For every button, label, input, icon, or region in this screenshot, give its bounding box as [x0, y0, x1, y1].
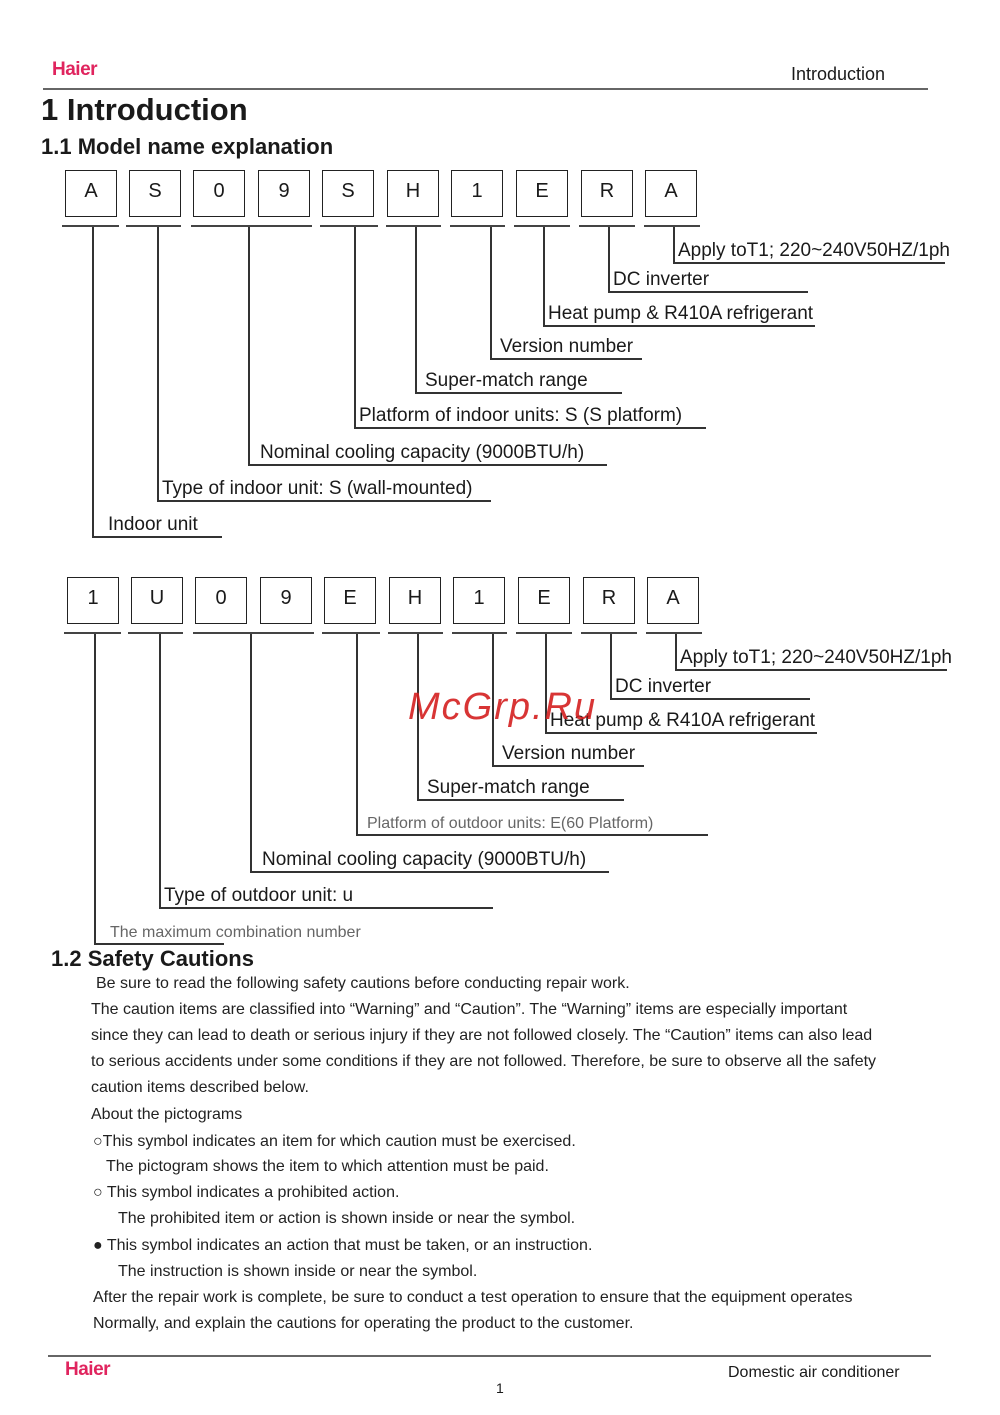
leader-line [543, 227, 545, 325]
leader-line [92, 227, 94, 536]
leader-line [415, 227, 417, 392]
header-section-title: Introduction [791, 64, 886, 84]
model-char-box: 0 [193, 170, 245, 217]
label-underline [545, 732, 817, 734]
label-underline [675, 669, 947, 671]
safety-line: The instruction is shown inside or near the symbol. [118, 1263, 478, 1280]
segment-bar [581, 632, 637, 634]
model-char-box: E [518, 577, 570, 624]
leader-line [94, 634, 96, 943]
label-underline [159, 907, 493, 909]
safety-line: ● This symbol indicates an action that must be taken, or an instruction. [93, 1237, 593, 1254]
label-underline [610, 698, 810, 700]
safety-line: After the repair work is complete, be sure to conduct a test operation to ensure that the equipment operates [93, 1289, 853, 1306]
segment-label: DC inverter [613, 269, 710, 290]
safety-line: caution items described below. [91, 1079, 309, 1096]
page-number: 1 [496, 1380, 504, 1396]
segment-bar [388, 632, 443, 634]
segment-label: Heat pump & R410A refrigerant [550, 710, 816, 731]
segment-label: Super-match range [427, 777, 590, 798]
label-underline [417, 799, 624, 801]
leader-line [248, 227, 250, 464]
segment-bar [128, 632, 183, 634]
model-char-box: R [583, 577, 635, 624]
segment-label: Apply toT1; 220~240V50HZ/1ph [680, 647, 952, 668]
model-char-box: U [131, 577, 183, 624]
label-underline [92, 536, 222, 538]
model-char-box: E [516, 170, 568, 217]
label-underline [543, 325, 815, 327]
segment-label: Nominal cooling capacity (9000BTU/h) [262, 849, 587, 870]
page-title: 1 Introduction [41, 92, 248, 127]
segment-bar [320, 225, 378, 227]
footer-text: Domestic air conditioner [728, 1364, 900, 1381]
segment-label: Heat pump & R410A refrigerant [548, 303, 814, 324]
leader-line [356, 634, 358, 834]
model-char-box: A [647, 577, 699, 624]
segment-label: Type of indoor unit: S (wall-mounted) [162, 478, 473, 499]
model-char-box: 1 [451, 170, 503, 217]
model-char-box: H [389, 577, 441, 624]
safety-line: About the pictograms [91, 1106, 243, 1123]
label-underline [354, 427, 706, 429]
segment-label: Platform of outdoor units: E(60 Platform) [367, 815, 654, 832]
leader-line [610, 634, 612, 698]
model-char-box: 0 [195, 577, 247, 624]
leader-line [608, 227, 610, 291]
segment-bar [322, 632, 380, 634]
segment-label: Indoor unit [108, 514, 198, 535]
segment-label: Type of outdoor unit: u [164, 885, 354, 906]
section-heading: 1.1 Model name explanation [41, 134, 334, 159]
leader-line [675, 634, 677, 669]
safety-line: ○ This symbol indicates a prohibited action. [93, 1184, 400, 1201]
label-underline [415, 392, 622, 394]
segment-bar [644, 225, 700, 227]
segment-label: Version number [502, 743, 636, 764]
footer-divider [48, 1355, 931, 1357]
label-underline [94, 943, 224, 945]
safety-heading: 1.2 Safety Cautions [51, 946, 254, 971]
model-char-box: H [387, 170, 439, 217]
footer-brand-logo: Haier [65, 1359, 111, 1380]
label-underline [490, 358, 642, 360]
model-char-box: A [645, 170, 697, 217]
leader-line [354, 227, 356, 427]
segment-label: Super-match range [425, 370, 588, 391]
safety-line: to serious accidents under some conditions if they are not followed. Therefore, be sure to observe all the safety [91, 1053, 877, 1070]
segment-label: Apply toT1; 220~240V50HZ/1ph [678, 240, 950, 261]
model-char-box: S [322, 170, 374, 217]
label-underline [673, 262, 945, 264]
label-underline [492, 765, 644, 767]
leader-line [673, 227, 675, 262]
segment-bar [450, 225, 505, 227]
safety-line: The pictogram shows the item to which attention must be paid. [106, 1158, 549, 1175]
segment-bar [516, 632, 572, 634]
header-divider [43, 88, 928, 90]
leader-line [157, 227, 159, 500]
safety-line: since they can lead to death or serious injury if they are not followed closely. The “Caution” items can also lead [91, 1027, 873, 1044]
label-underline [356, 834, 708, 836]
leader-line [490, 227, 492, 358]
segment-bar [64, 632, 121, 634]
segment-bar [579, 225, 635, 227]
model-char-box: S [129, 170, 181, 217]
leader-line [159, 634, 161, 907]
safety-line: Be sure to read the following safety cautions before conducting repair work. [96, 975, 630, 992]
segment-bar [126, 225, 181, 227]
label-underline [250, 871, 609, 873]
safety-line: Normally, and explain the cautions for operating the product to the customer. [93, 1315, 634, 1332]
model-char-box: 9 [260, 577, 312, 624]
watermark: McGrp.Ru [408, 686, 598, 728]
segment-bar [452, 632, 507, 634]
header-brand-logo: Haier [52, 59, 98, 80]
segment-bar [62, 225, 119, 227]
segment-label: Nominal cooling capacity (9000BTU/h) [260, 442, 585, 463]
segment-bar [514, 225, 570, 227]
model-char-box: R [581, 170, 633, 217]
model-char-box: 9 [258, 170, 310, 217]
segment-label: Version number [500, 336, 634, 357]
label-underline [608, 291, 808, 293]
segment-label: The maximum combination number [110, 924, 361, 941]
label-underline [157, 500, 491, 502]
safety-line: The caution items are classified into “Warning” and “Caution”. The “Warning” items are especially important [91, 1001, 848, 1018]
safety-line: The prohibited item or action is shown inside or near the symbol. [118, 1210, 576, 1227]
model-char-box: A [65, 170, 117, 217]
segment-bar [646, 632, 702, 634]
model-char-box: 1 [67, 577, 119, 624]
safety-line: ○This symbol indicates an item for which caution must be exercised. [93, 1133, 576, 1150]
label-underline [248, 464, 607, 466]
leader-line [250, 634, 252, 871]
segment-bar [386, 225, 441, 227]
segment-bar [191, 225, 312, 227]
model-char-box: 1 [453, 577, 505, 624]
model-char-box: E [324, 577, 376, 624]
segment-label: Platform of indoor units: S (S platform) [359, 405, 683, 426]
segment-label: DC inverter [615, 676, 712, 697]
segment-bar [193, 632, 314, 634]
